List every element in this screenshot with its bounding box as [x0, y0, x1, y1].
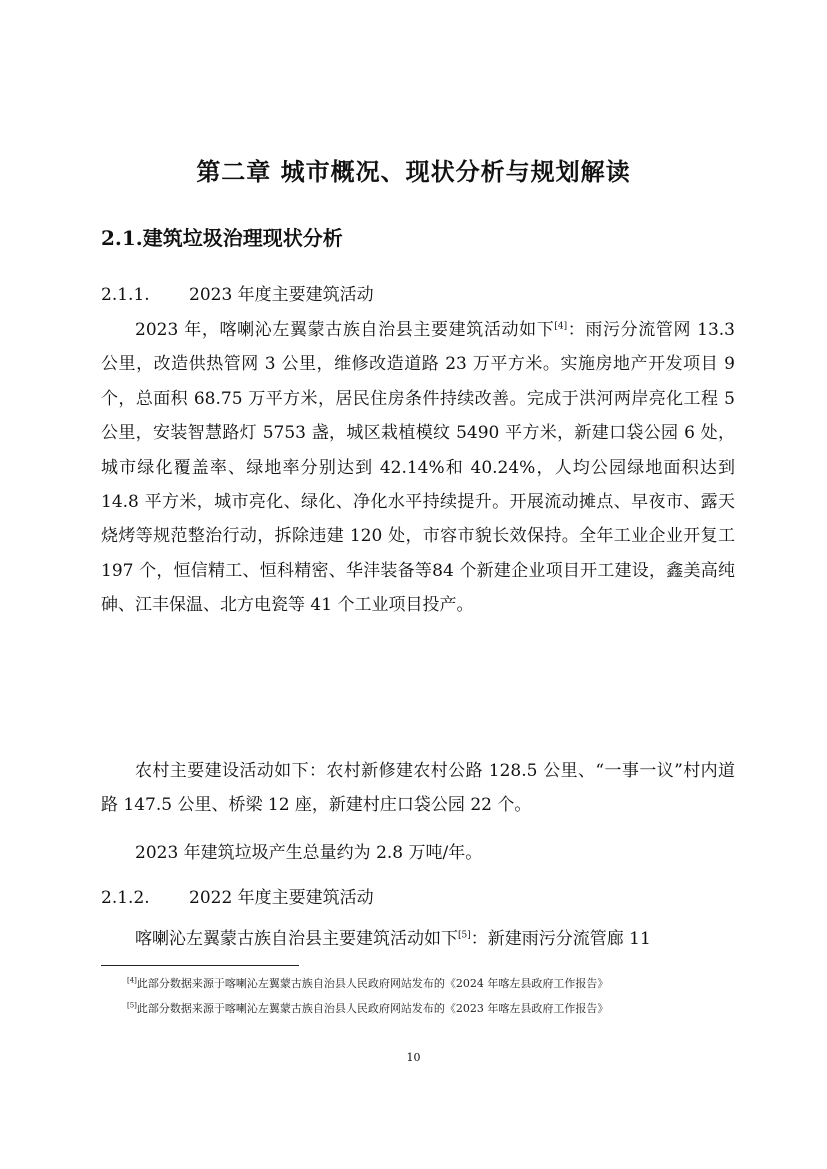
footnote-text: 此部分数据来源于喀喇沁左翼蒙古族自治县人民政府网站发布的《2023 年喀左县政府工作报告》	[136, 1002, 609, 1015]
subsection-number: 2.1.1.	[101, 285, 150, 305]
footnote-ref-4[interactable]: [4]	[554, 321, 568, 332]
subsection-title: 2022 年度主要建筑活动	[189, 888, 374, 908]
subsection-heading-2-1-2	[101, 883, 374, 908]
footnote-ref-5[interactable]: [5]	[458, 930, 471, 941]
paragraph-waste-total: 2023 年建筑垃圾产生总量约为 2.8 万吨/年。	[135, 843, 483, 863]
subsection-heading-2-1-1	[101, 280, 374, 305]
paragraph-text: 喀喇沁左翼蒙古族自治县主要建筑活动如下	[135, 929, 458, 949]
paragraph-text: ：雨污分流管网 13.3 公里，改造供热管网 3 公里，维修改造道路 23 万平方米。实施房地产开发项目 9 个，总面积 68.75 万平方米，居民住房条件持续改善。完成于洪河两岸亮化工程 5 公里，安装智慧路灯 5753 盏，城区栽植模纹 5490 平方米，新建口袋公园 6 处，城市绿化覆盖率、绿地率分别达到 42.14%和 40.24%，人均公园绿地面积达到 14.8 平方米，城市亮化、绿化、净化水平持续提升。开展流动摊点、早夜市、露天烧烤等规范整治行动，拆除违建 120 处，市容市貌长效保持。全年工业企业开复工 197 个，恒信精工、恒科精密、华沣装备等84 个新建企业项目开工建设，鑫美高纯砷、江丰保温、北方电瓷等 41 个工业项目投产。	[101, 320, 735, 616]
paragraph-2022-activities	[101, 922, 735, 956]
footnote-5	[127, 1000, 608, 1016]
paragraph-text: 2023 年，喀喇沁左翼蒙古族自治县主要建筑活动如下	[135, 320, 555, 340]
chapter-title: 第二章 城市概况、现状分析与规划解读	[196, 157, 631, 186]
footnote-marker: [4]	[127, 976, 137, 985]
footnote-marker: [5]	[127, 1001, 137, 1010]
paragraph-rural-activities: 农村主要建设活动如下：农村新修建农村公路 128.5 公里、“一事一议”村内道路 147.5 公里、桥梁 12 座，新建村庄口袋公园 22 个。	[101, 761, 735, 816]
page-number: 10	[406, 1051, 421, 1064]
subsection-number: 2.1.2.	[101, 888, 150, 908]
footnote-4	[127, 975, 608, 991]
section-title: 2.1.建筑垃圾治理现状分析	[101, 226, 343, 250]
paragraph-2023-urban-activities	[101, 313, 735, 623]
paragraph-text: ：新建雨污分流管廊 11	[470, 929, 651, 949]
subsection-title: 2023 年度主要建筑活动	[189, 285, 374, 305]
footnote-text: 此部分数据来源于喀喇沁左翼蒙古族自治县人民政府网站发布的《2024 年喀左县政府工作报告》	[136, 977, 609, 990]
footnote-divider	[101, 965, 299, 966]
